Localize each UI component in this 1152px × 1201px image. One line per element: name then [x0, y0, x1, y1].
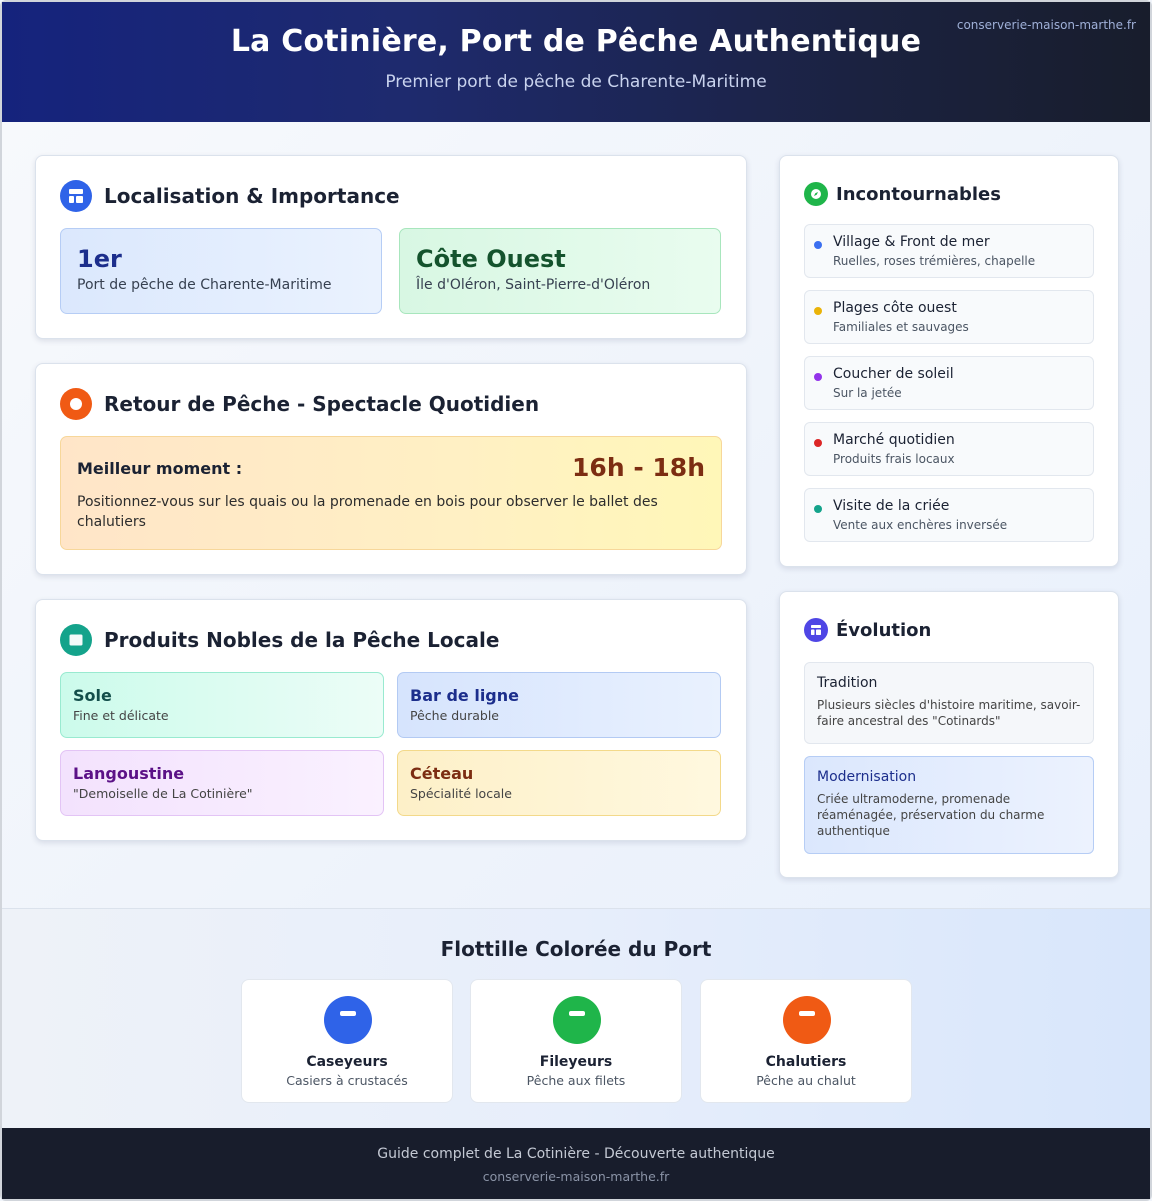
stat-rank-label: Port de pêche de Charente-Maritime	[77, 277, 332, 293]
boat-icon	[783, 996, 831, 1044]
site-url[interactable]: conserverie-maison-marthe.fr	[956, 18, 1136, 32]
must-item-subtitle: Ruelles, roses trémières, chapelle	[833, 254, 1036, 268]
must-item-sunset[interactable]	[804, 356, 1094, 410]
must-item-subtitle: Produits frais locaux	[833, 452, 955, 466]
bullet-dot	[814, 439, 822, 447]
product-ceteau	[397, 750, 721, 816]
product-name: Bar de ligne	[410, 686, 519, 705]
page-header	[2, 2, 1150, 122]
bullet-dot	[814, 241, 822, 249]
must-item-title: Coucher de soleil	[833, 366, 954, 382]
evolution-tradition	[804, 662, 1094, 744]
evolution-item-desc: Criée ultramoderne, promenade réaménagée, préservation du charme authentique	[817, 792, 1045, 838]
fishing-return-card	[35, 363, 747, 575]
products-card	[35, 599, 747, 841]
location-card	[35, 155, 747, 339]
must-item-subtitle: Sur la jetée	[833, 386, 902, 400]
fleet-section	[2, 908, 1150, 1128]
product-name: Langoustine	[73, 764, 185, 783]
bullet-dot	[814, 505, 822, 513]
boat-chalutiers	[700, 979, 912, 1103]
evolution-heading	[804, 618, 931, 642]
must-item-market[interactable]	[804, 422, 1094, 476]
location-heading	[60, 180, 400, 212]
evolution-item-title: Modernisation	[817, 769, 917, 785]
must-item-title: Village & Front de mer	[833, 234, 990, 250]
boat-caseyeurs	[241, 979, 453, 1103]
musts-title: Incontournables	[836, 183, 1001, 205]
compass-icon	[804, 182, 828, 206]
boat-desc: Pêche aux filets	[526, 1073, 626, 1088]
boat-desc: Pêche au chalut	[756, 1073, 856, 1088]
must-item-subtitle: Familiales et sauvages	[833, 320, 969, 334]
boat-icon	[553, 996, 601, 1044]
fleet-title: Flottille Colorée du Port	[440, 937, 712, 961]
product-name: Céteau	[410, 764, 474, 783]
product-sole	[60, 672, 384, 738]
page-footer	[2, 1128, 1150, 1199]
product-note: Fine et délicate	[73, 708, 169, 723]
target-icon	[60, 388, 92, 420]
evolution-item-desc: Plusieurs siècles d'histoire maritime, savoir-faire ancestral des "Cotinards"	[817, 698, 1081, 728]
musts-card	[779, 155, 1119, 567]
best-time-value: 16h - 18h	[572, 453, 705, 482]
fishing-return-heading	[60, 388, 539, 420]
product-note: "Demoiselle de La Cotinière"	[73, 786, 253, 801]
must-item-auction[interactable]	[804, 488, 1094, 542]
page-subtitle: Premier port de pêche de Charente-Maritime	[385, 72, 767, 92]
evolution-card	[779, 591, 1119, 878]
products-heading	[60, 624, 499, 656]
boat-name: Chalutiers	[765, 1054, 847, 1070]
best-time-box	[60, 436, 722, 550]
page-title: La Cotinière, Port de Pêche Authentique	[230, 24, 922, 59]
evolution-item-title: Tradition	[817, 675, 878, 691]
product-bar	[397, 672, 721, 738]
boat-name: Fileyeurs	[539, 1054, 613, 1070]
stat-rank-value: 1er	[77, 245, 122, 273]
footer-link[interactable]: conserverie-maison-marthe.fr	[482, 1169, 670, 1184]
best-time-label: Meilleur moment :	[77, 459, 243, 478]
must-item-beaches[interactable]	[804, 290, 1094, 344]
products-title: Produits Nobles de la Pêche Locale	[104, 628, 500, 652]
stat-coast-label: Île d'Oléron, Saint-Pierre-d'Oléron	[416, 277, 651, 293]
boat-name: Caseyeurs	[306, 1054, 388, 1070]
stat-coast	[399, 228, 721, 314]
product-langoustine	[60, 750, 384, 816]
bullet-dot	[814, 307, 822, 315]
must-item-title: Plages côte ouest	[833, 300, 957, 316]
must-item-title: Marché quotidien	[833, 432, 955, 448]
product-note: Spécialité locale	[410, 786, 512, 801]
bullet-dot	[814, 373, 822, 381]
product-note: Pêche durable	[410, 708, 499, 723]
location-title: Localisation & Importance	[104, 184, 400, 208]
layout-icon	[60, 180, 92, 212]
evolution-modernisation	[804, 756, 1094, 854]
stat-coast-value: Côte Ouest	[416, 245, 566, 273]
must-item-subtitle: Vente aux enchères inversée	[833, 518, 1008, 532]
evolution-title: Évolution	[836, 619, 932, 641]
layout-icon	[804, 618, 828, 642]
boat-fileyeurs	[470, 979, 682, 1103]
best-time-description: Positionnez-vous sur les quais ou la promenade en bois pour observer le ballet des chalutiers	[77, 494, 658, 530]
must-item-title: Visite de la criée	[833, 498, 950, 514]
product-name: Sole	[73, 686, 112, 705]
stat-rank	[60, 228, 382, 314]
must-item-village[interactable]	[804, 224, 1094, 278]
musts-heading	[804, 182, 1001, 206]
boat-desc: Casiers à crustacés	[286, 1073, 408, 1088]
footer-text: Guide complet de La Cotinière - Découverte authentique	[377, 1146, 775, 1162]
folder-icon	[60, 624, 92, 656]
boat-icon	[324, 996, 372, 1044]
fishing-return-title: Retour de Pêche - Spectacle Quotidien	[104, 392, 540, 416]
